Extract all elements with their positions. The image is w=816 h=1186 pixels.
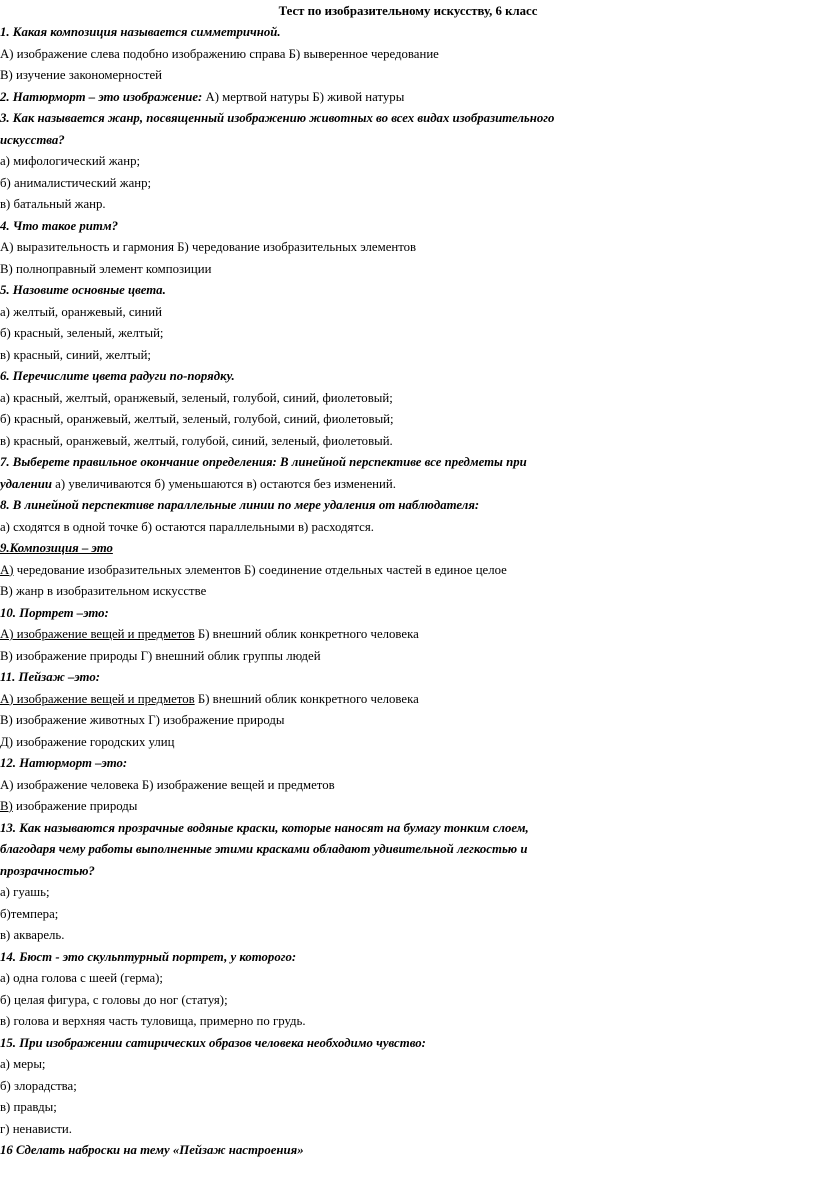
question-14-answer: б) целая фигура, с головы до ног (статуя); <box>0 992 228 1007</box>
question-3-answer: а) мифологический жанр; <box>0 154 141 168</box>
question-10-line <box>0 624 816 646</box>
question-13-prompt: благодаря чему работы выполненные этими красками обладают удивительной легкостью и <box>0 842 528 856</box>
question-16-prompt: 16 Сделать наброски на тему «Пейзаж настроения» <box>0 1143 304 1157</box>
question-14-answer: в) голова и верхняя часть туловища, примерно по грудь. <box>0 1014 306 1028</box>
question-7-prompt: 7. Выберете правильное окончание определения: В линейной перспективе все предметы при <box>0 455 527 469</box>
question-5-prompt: 5. Назовите основные цвета. <box>0 283 166 297</box>
question-3-answer: в) батальный жанр. <box>0 197 106 211</box>
question-5-answer: а) желтый, оранжевый, синий <box>0 304 162 319</box>
question-15-answer: г) ненависти. <box>0 1121 72 1136</box>
question-10-marked-answer: А) изображение вещей и предметов <box>0 627 195 641</box>
question-10-answer: Б) внешний облик конкретного человека <box>194 627 419 641</box>
question-9-answer: В) жанр в изобразительном искусстве <box>0 584 207 598</box>
question-11-answer: В) изображение животных Г) изображение природы <box>0 713 285 727</box>
question-4-answer: В) полноправный элемент композиции <box>0 261 212 276</box>
question-15-prompt: 15. При изображении сатирических образов человека необходимо чувство: <box>0 1035 426 1050</box>
question-6-prompt: 6. Перечислите цвета радуги по-порядку. <box>0 369 235 383</box>
question-3-answer: б) анималистический жанр; <box>0 175 152 190</box>
question-12-line <box>0 796 816 818</box>
question-9-prompt: 9.Композиция – это <box>0 541 113 555</box>
question-2-line <box>0 87 816 109</box>
question-4-prompt: 4. Что такое ритм? <box>0 218 119 233</box>
question-1-answer: В) изучение закономерностей <box>0 68 162 82</box>
question-12-prompt: 12. Натюрморт –это: <box>0 756 128 770</box>
question-12-marked-answer: В) <box>0 799 13 813</box>
question-9-marked-answer: А) <box>0 562 14 577</box>
question-8-prompt: 8. В линейной перспективе параллельные линии по мере удаления от наблюдателя: <box>0 498 480 512</box>
question-15-answer: б) злорадства; <box>0 1078 77 1093</box>
question-13-answer: а) гуашь; <box>0 885 50 899</box>
question-12-answer: А) изображение человека Б) изображение вещей и предметов <box>0 777 335 792</box>
question-6-answer: а) красный, желтый, оранжевый, зеленый, голубой, синий, фиолетовый; <box>0 390 393 405</box>
question-10-answer: В) изображение природы Г) внешний облик группы людей <box>0 648 321 663</box>
question-14-answer: а) одна голова с шеей (герма); <box>0 971 163 985</box>
question-11-marked-answer: А) изображение вещей и предметов <box>0 691 195 706</box>
question-14-prompt: 14. Бюст - это скульптурный портрет, у которого: <box>0 949 297 964</box>
question-13-prompt: 13. Как называются прозрачные водяные краски, которые наносят на бумагу тонким слоем, <box>0 820 529 835</box>
question-9-line <box>0 560 816 582</box>
question-11-answer: Б) внешний облик конкретного человека <box>194 691 419 706</box>
question-13-answer: в) акварель. <box>0 928 65 942</box>
question-7-line <box>0 474 816 496</box>
question-6-answer: б) красный, оранжевый, желтый, зеленый, голубой, синий, фиолетовый; <box>0 412 394 426</box>
question-13-answer: б)темпера; <box>0 906 59 921</box>
question-9-answer: чередование изобразительных элементов Б) соединение отдельных частей в единое целое <box>13 562 507 577</box>
question-3-prompt: 3. Как называется жанр, посвященный изображению животных во всех видах изобразительного <box>0 111 555 125</box>
question-1-answer: А) изображение слева подобно изображению справа Б) выверенное чередование <box>0 46 439 61</box>
question-13-prompt: прозрачностью? <box>0 863 95 878</box>
question-3-prompt: искусства? <box>0 132 65 147</box>
question-8-answer: а) сходятся в одной точке б) остаются параллельными в) расходятся. <box>0 519 374 534</box>
question-5-answer: в) красный, синий, желтый; <box>0 347 151 362</box>
question-4-answer: А) выразительность и гармония Б) чередование изобразительных элементов <box>0 240 417 254</box>
question-7-prompt-cont: удалении <box>0 476 52 491</box>
question-5-answer: б) красный, зеленый, желтый; <box>0 326 164 340</box>
question-2-prompt: 2. Натюрморт – это изображение: <box>0 89 203 104</box>
question-15-answer: а) меры; <box>0 1057 46 1071</box>
question-11-line <box>0 689 816 711</box>
question-2-answer: А) мертвой натуры Б) живой натуры <box>202 89 405 104</box>
question-15-answer: в) правды; <box>0 1100 57 1114</box>
question-12-answer: изображение природы <box>12 799 138 813</box>
question-11-prompt: 11. Пейзаж –это: <box>0 670 101 684</box>
question-6-answer: в) красный, оранжевый, желтый, голубой, синий, зеленый, фиолетовый. <box>0 433 393 448</box>
question-1-prompt: 1. Какая композиция называется симметричной. <box>0 25 281 39</box>
question-7-answer: а) увеличиваются б) уменьшаются в) остаются без изменений. <box>51 476 396 491</box>
page-title: Тест по изобразительному искусству, 6 класс <box>278 4 538 18</box>
question-11-answer: Д) изображение городских улиц <box>0 734 175 749</box>
question-10-prompt: 10. Портрет –это: <box>0 605 109 620</box>
